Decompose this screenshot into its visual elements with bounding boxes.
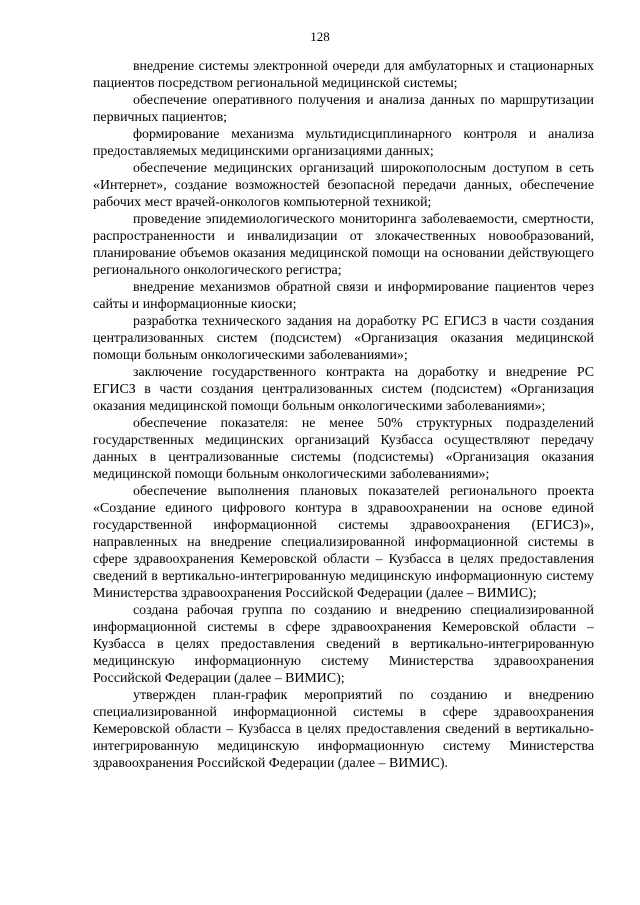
paragraph-schedule-approved: утвержден план-график мероприятий по созданию и внедрению специализированной информационной системы в сфере здравоохранения Кемеровской области – Кузбасса в целях предоставления сведений в вертикально-интегрированную медицинскую информационную систему Министерства здравоохранения Российской Федерации (далее – ВИМИС). xyxy=(93,688,594,771)
paragraph-feedback-mechanisms: внедрение механизмов обратной связи и информирование пациентов через сайты и информационные киоски; xyxy=(93,280,594,312)
paragraph-epidemiological-monitoring: проведение эпидемиологического мониторинга заболеваемости, смертности, распространенности и инвалидизации от злокачественных новообразований, планирование объемов оказания медицинской помощи на основании действующего регионального онкологического регистра; xyxy=(93,212,594,278)
paragraph-patient-routing: обеспечение оперативного получения и анализа данных по маршрутизации первичных пациентов; xyxy=(93,93,594,125)
paragraph-technical-specification: разработка технического задания на доработку РС ЕГИСЗ в части создания централизованных систем (подсистем) «Организация оказания медицинской помощи больным онкологическими заболеваниями»; xyxy=(93,314,594,363)
paragraph-broadband-access: обеспечение медицинских организаций широкополосным доступом в сеть «Интернет», создание возможностей безопасной передачи данных, обеспечение рабочих мест врачей-онкологов компьютерной техникой; xyxy=(93,161,594,210)
paragraph-multidisciplinary-control: формирование механизма мультидисциплинарного контроля и анализа предоставляемых медицинскими организациями данных; xyxy=(93,127,594,159)
paragraph-indicator-50-percent: обеспечение показателя: не менее 50% структурных подразделений государственных медицинских организаций Кузбасса осуществляют передачу данных в централизованные системы (подсистемы) «Организация оказания медицинской помощи больным онкологическими заболеваниями»; xyxy=(93,416,594,482)
page-number: 128 xyxy=(310,29,330,44)
body-text xyxy=(93,58,594,772)
paragraph-electronic-queue: внедрение системы электронной очереди для амбулаторных и стационарных пациентов посредством региональной медицинской системы; xyxy=(93,59,594,91)
paragraph-working-group: создана рабочая группа по созданию и внедрению специализированной информационной системы в сфере здравоохранения Кемеровской области – Кузбасса в целях предоставления сведений в вертикально-интегрированную медицинскую информационную систему Министерства здравоохранения Российской Федерации (далее – ВИМИС); xyxy=(93,603,594,686)
paragraph-regional-project: обеспечение выполнения плановых показателей регионального проекта «Создание единого цифрового контура в здравоохранении на основе единой государственной информационной системы здравоохранения (ЕГИСЗ)», направленных на внедрение специализированной информационной системы в сфере здравоохранения Кемеровской области – Кузбасса в целях предоставления сведений в вертикально-интегрированную медицинскую информационную систему Министерства здравоохранения Российской Федерации (далее – ВИМИС); xyxy=(93,484,594,601)
paragraph-state-contract: заключение государственного контракта на доработку и внедрение РС ЕГИСЗ в части создания централизованных систем (подсистем) «Организация оказания медицинской помощи больным онкологическими заболеваниями»; xyxy=(93,365,594,414)
